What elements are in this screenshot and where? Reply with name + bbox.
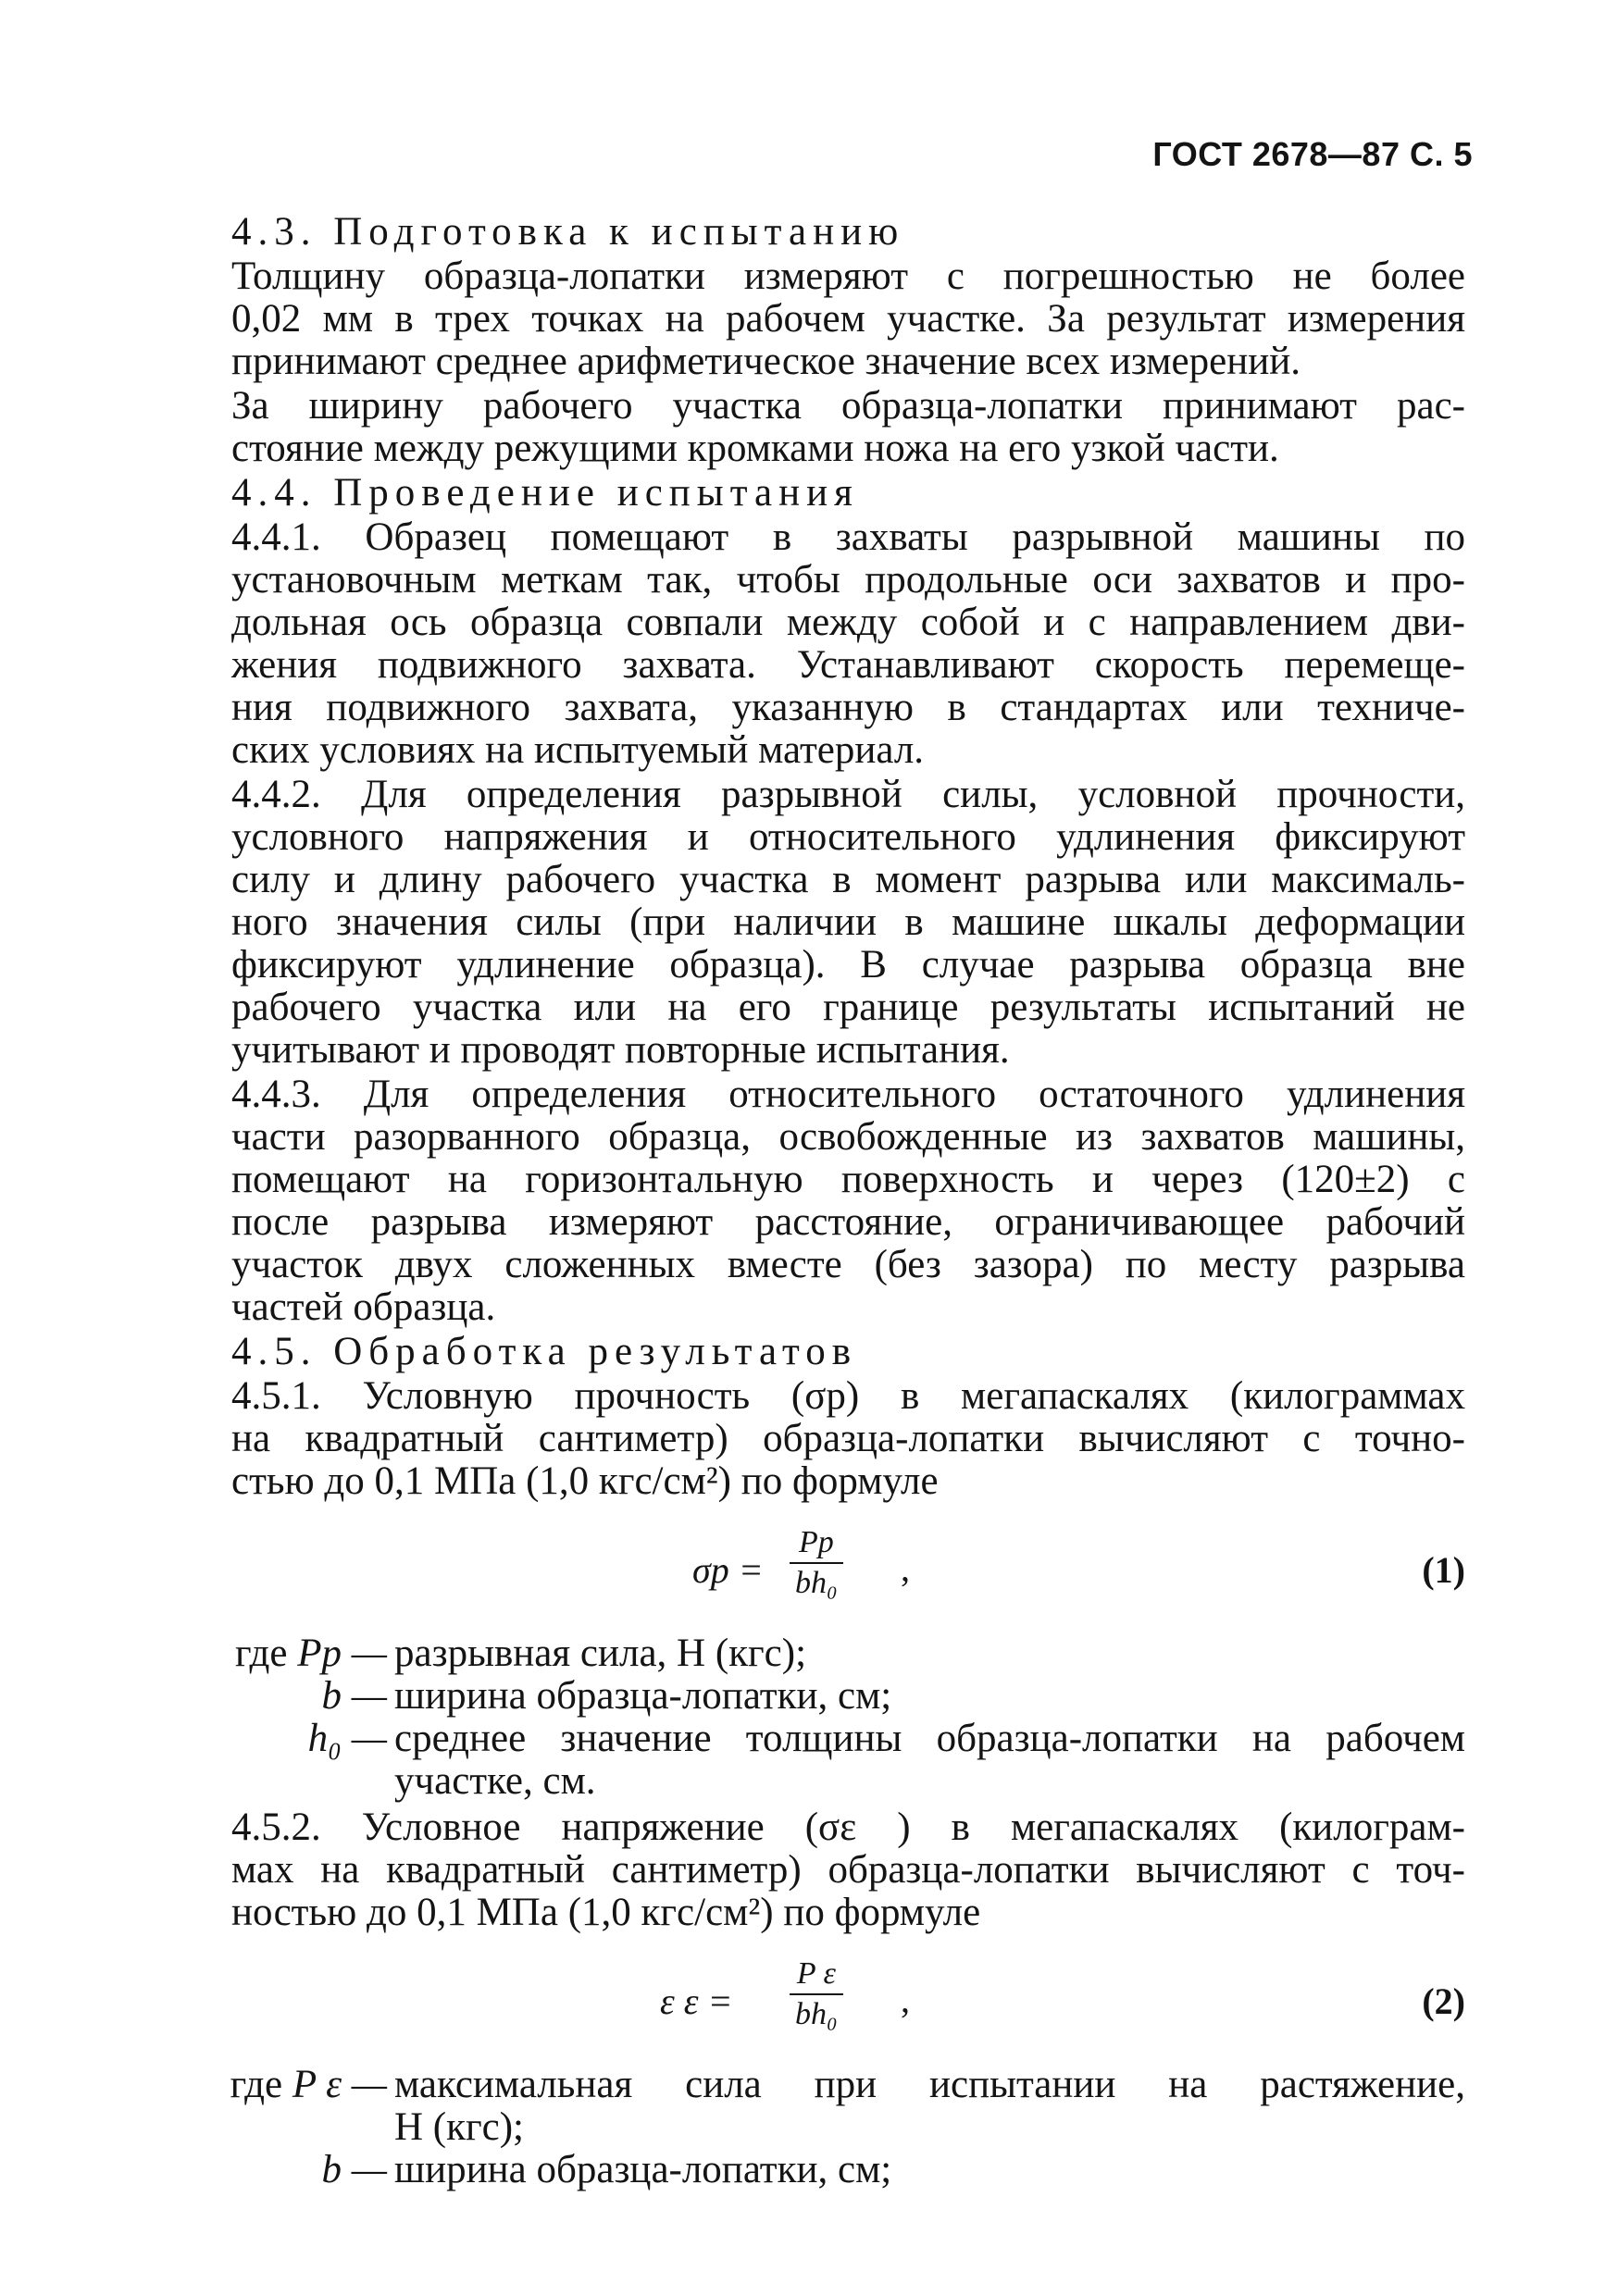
- section-4-3-title: 4.3. Подготовка к испытанию: [231, 210, 905, 254]
- formula-1-numerator: Pр: [799, 1525, 834, 1559]
- document-body: [174, 211, 1465, 2195]
- formula-2-comma: ,: [901, 1979, 910, 2020]
- formula-1-denominator: bh₀: [795, 1566, 838, 1600]
- definition-row: [174, 2064, 1465, 2149]
- definition-text: среднее значение толщины образца-лопатки на рабочем участке, см.: [394, 1717, 1465, 1803]
- paragraph-width: За ширину рабочего участка образца-лопатки принимают рас- стояние между режущими кромками ножа на его узкой части.: [231, 384, 1465, 470]
- definition-row: [174, 1718, 1465, 1803]
- formula-2: [174, 1951, 1465, 2053]
- paragraph-4-5-2: 4.5.2. Условное напряжение (σε ) в мегапаскалях (килограм- мах на квадратный сантиметр) образца-лопатки вычисляют с точ- ностью до 0,1 МПа (1,0 кгс/см²) по формуле: [231, 1806, 1465, 1934]
- formula-2-lhs: ε ε =: [660, 1980, 733, 2022]
- formula-1-comma: ,: [901, 1547, 910, 1589]
- definition-row: [174, 1632, 1465, 1675]
- section-4-5-title: 4.5. Обработка результатов: [231, 1330, 857, 1373]
- page-header: ГОСТ 2678—87 С. 5: [1152, 135, 1473, 173]
- paragraph-thickness: Толщину образца-лопатки измеряют с погрешностью не более 0,02 мм в трех точках на рабочем участке. За результат измерения принимают среднее арифметическое значение всех измерений.: [231, 254, 1465, 383]
- formula-1-lhs: σр =: [692, 1549, 764, 1591]
- formula-1-number: (1): [1422, 1549, 1465, 1591]
- definition-row: [174, 1675, 1465, 1718]
- fraction-bar: [790, 1993, 843, 1995]
- section-4-4-title: 4.4. Проведение испытания: [231, 471, 859, 515]
- formula-1: [174, 1520, 1465, 1621]
- fraction-bar: [790, 1562, 843, 1564]
- formula-1-fraction: [790, 1525, 843, 1601]
- paragraph-4-5-1: 4.5.1. Условную прочность (σр) в мегапаскалях (килограммах на квадратный сантиметр) образца-лопатки вычисляют с точно- стью до 0,1 МПа (1,0 кгс/см²) по формуле: [231, 1374, 1465, 1503]
- formula-2-number: (2): [1422, 1980, 1465, 2022]
- formula-2-numerator: P ε: [796, 1956, 836, 1991]
- paragraph-4-4-1: 4.4.1. Образец помещают в захваты разрывной машины по установочным меткам так, чтобы продольные оси захватов и про- дольная ось образца совпали между собой и с направлением дви- жения подвижного захвата. Устанавливают скорость перемеще- ния подвижного захвата, указанную в стандартах или техниче- ских условиях на испытуемый материал.: [231, 515, 1465, 772]
- definitions-1: [174, 1632, 1465, 1803]
- definition-text: ширина образца-лопатки, см;: [394, 2148, 892, 2191]
- paragraph-4-4-2: 4.4.2. Для определения разрывной силы, условной прочности, условного напряжения и относительного удлинения фиксируют силу и длину рабочего участка в момент разрыва или максималь- ного значения силы (при наличии в машине шкалы деформации фиксируют удлинение образца). В случае разрыва образца вне рабочего участка или на его границе результаты испытаний не учитывают и проводят повторные испытания.: [231, 773, 1465, 1072]
- definition-symbol: h₀ —: [307, 1717, 387, 1760]
- definition-symbol: b —: [321, 1674, 387, 1718]
- definition-text: разрывная сила, Н (кгс);: [394, 1632, 807, 1675]
- definition-text: максимальная сила при испытании на растяжение, Н (кгс);: [394, 2063, 1465, 2149]
- definition-symbol: b —: [321, 2148, 387, 2191]
- definition-text: ширина образца-лопатки, см;: [394, 1674, 892, 1718]
- definition-symbol: где P ε —: [230, 2063, 387, 2106]
- formula-2-fraction: [790, 1956, 843, 2032]
- definition-symbol: где Pр —: [235, 1632, 387, 1675]
- definition-row: [174, 2149, 1465, 2191]
- paragraph-4-4-3: 4.4.3. Для определения относительного остаточного удлинения части разорванного образца, освобожденные из захватов машины, помещают на горизонтальную поверхность и через (120±2) с после разрыва измеряют расстояние, ограничивающее рабочий участок двух сложенных вместе (без зазора) по месту разрыва частей образца.: [231, 1073, 1465, 1329]
- formula-2-denominator: bh₀: [795, 1997, 838, 2031]
- definitions-2: [174, 2064, 1465, 2191]
